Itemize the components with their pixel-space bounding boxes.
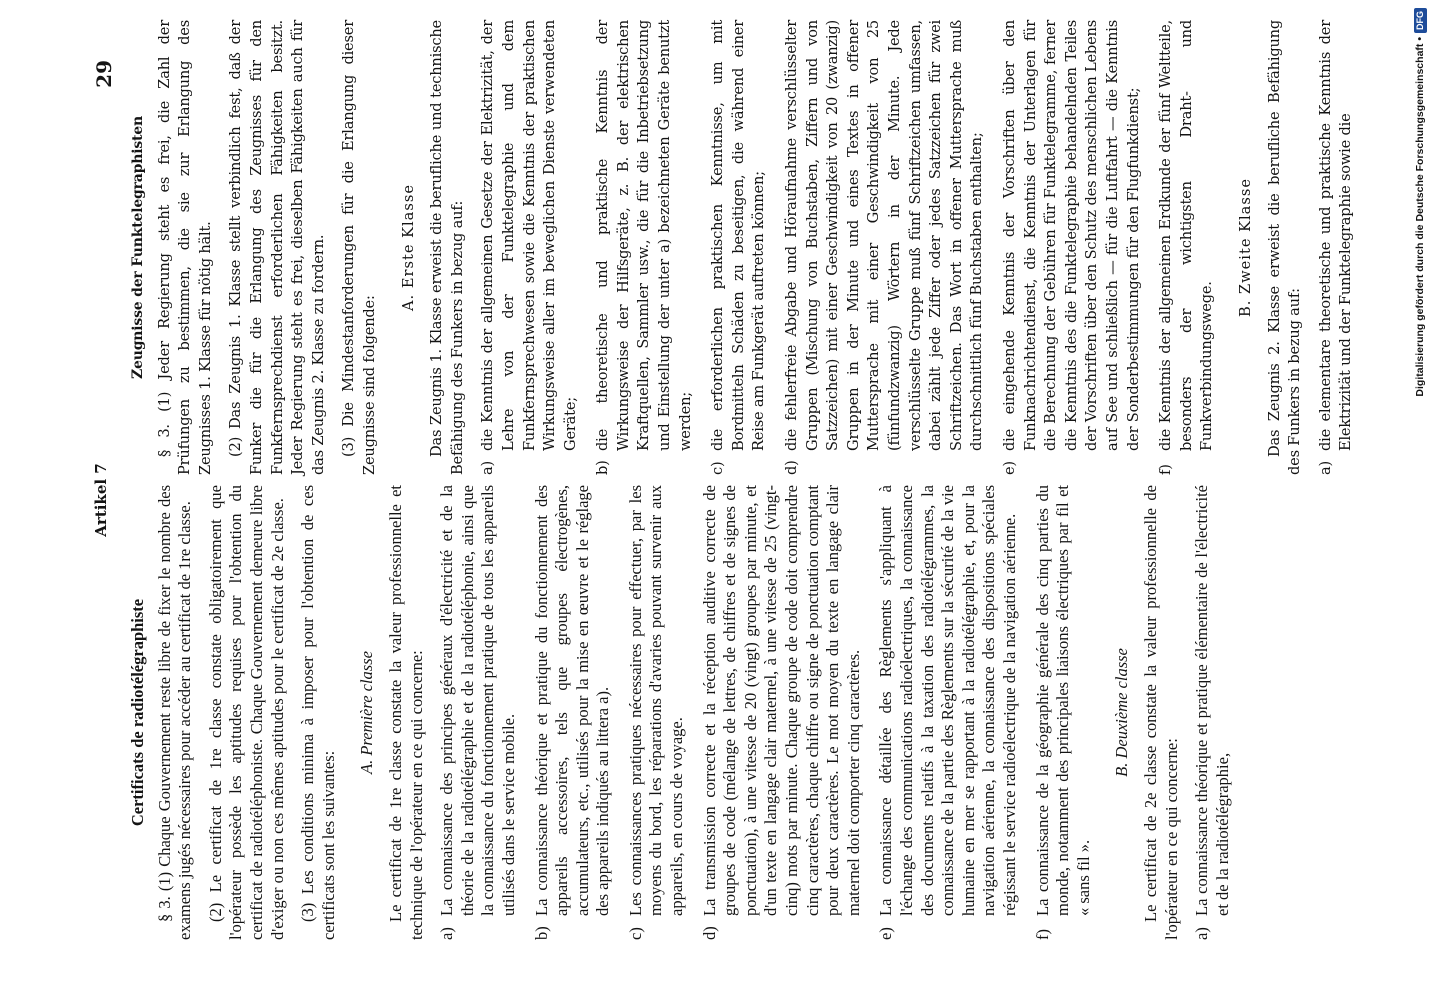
french-items-a [437, 485, 1094, 940]
german-paragraph-3: (3) Die Mindestanforderungen für die Erlangung dieser Zeugnisse sind folgende: [340, 20, 378, 475]
german-section-a-intro: Das Zeugnis 1. Klasse erweist die berufliche und technische Befähigung des Funkers in bezug auf: [428, 20, 466, 475]
french-section-a-intro: Le certificat de 1re classe constate la valeur professionnelle et technique de l'opérateur en ce qui concerne: [385, 485, 426, 940]
digitization-note: Digitalisierung gefördert durch die Deutsche Forschungsgemeinschaft • [1414, 37, 1426, 397]
german-paragraph-1: § 3. (1) Jeder Regierung steht es frei, die Zahl der Prüfungen zu bestimmen, die sie zur Erlangung des Zeugnisses 1. Klasse für nötig hält. [155, 20, 214, 475]
french-section-a-heading: A. Première classe [357, 651, 377, 774]
french-section-b-intro: Le certificat de 2e classe constate la valeur professionnelle de l'opérateur en ce qui concerne: [1140, 485, 1181, 940]
german-title: Zeugnisse der Funktelegraphisten [130, 116, 146, 379]
list-item: a) die elementare theoretische und praktische Kenntnis der Elektrizität und der Funktelegraphie sowie die [1316, 20, 1355, 475]
running-head-article: Artikel 7 [92, 463, 110, 537]
list-item: e) die eingehende Kenntnis der Vorschriften über den Funknachrichtendienst, die Kenntnis der Unterlagen für die Berechnung der Gebühren für Funktelegramme, ferner die Kenntnis des die Funktelegraphie behandelnden Teiles der Vorschriften über den Schutz des menschlichen Lebens auf See und schließlich — für die Luftfahrt — die Kenntnis der Sonderbestimmungen für den Flugfunkdienst; [1000, 20, 1142, 475]
french-title: Certificats de radiotélégraphiste [128, 598, 147, 827]
list-item: b) La connaissance théorique et pratique du fonctionnement des appareils accessoires, tels que groupes électrogènes, accumulateurs, etc., utilisés pour la mise en œuvre et le réglage des appareils indiqués au littera a). [531, 485, 613, 940]
list-item: a) La connaissance des principes généraux d'électricité et de la théorie de la radiotélégraphie et de la radiotéléphonie, ainsi que la connaissance du fonctionnement pratique de tous les appareils utilisés dans le service mobile. [437, 485, 518, 940]
list-item: a) die Kenntnis der allgemeinen Gesetze der Elektrizität, der Lehre von der Funktelegraphie und dem Funkfernsprechwesen sowie die Kenntnis der praktischen Wirkungsweise aller im beweglichen Dienste verwendeten Geräte; [479, 20, 579, 475]
french-paragraph-1: § 3. (1) Chaque Gouvernement reste libre de fixer le nombre des examens jugés nécessaires pour accéder au certificat de 1re classe. [154, 485, 195, 940]
list-item: f) La connaissance de la géographie générale des cinq parties du monde, notamment des principales liaisons électriques par fil et « sans fil ». [1032, 485, 1093, 940]
list-item: c) die erforderlichen praktischen Kenntnisse, um mit Bordmitteln Schäden zu beseitigen, die während einer Reise am Funkgerät auftreten können; [709, 20, 768, 475]
list-item: b) die theoretische und praktische Kenntnis der Wirkungsweise der Hilfsgeräte, z. B. der elektrischen Kraftquellen, Sammler usw., die für die Inbetriebsetzung und Einstellung der unter a) bezeichneten Geräte benutzt werden; [594, 20, 694, 475]
german-paragraph-2: (2) Das Zeugnis 1. Klasse stellt verbindlich fest, daß der Funker die für die Erlangung des Zeugnisses für den Funkfernsprechdienst erforderlichen Fähigkeiten besitzt. Jeder Regierung steht es frei, dieselben Fähigkeiten auch für das Zeugnis 2. Klasse zu fordern. [227, 20, 327, 475]
german-column [128, 20, 1355, 475]
page-number: 29 [92, 60, 116, 88]
german-section-a-heading: A. Erste Klasse [399, 184, 417, 311]
list-item: d) La transmission correcte et la réception auditive correcte de groupes de code (mélange de lettres, de chiffres et de signes de ponctuation), à une vitesse de 20 (vingt) groupes par minute, et d'un texte en langage clair maternel, à une vitesse de 25 (vingt-cinq) mots par minute. Chaque groupe de code doit comprendre cinq caractères, chaque chiffre ou signe de ponctuation comptant pour deux caractères. Le mot moyen du texte en langage clair maternel doit comporter cinq caractères. [699, 485, 863, 940]
list-item: c) Les connaissances pratiques nécessaires pour effectuer, par les moyens du bord, les réparations d'avaries pouvant survenir aux appareils, en cours de voyage. [625, 485, 687, 940]
digitization-sidebar [1409, 8, 1431, 568]
german-section-b-intro: Das Zeugnis 2. Klasse erweist die berufliche Befähigung des Funkers in bezug auf: [1265, 20, 1304, 475]
list-item: f) die Kenntnis der allgemeinen Erdkunde der fünf Weltteile, besonders der wichtigsten Draht- und Funkverbindungswege. [1157, 20, 1216, 475]
french-section-b-heading: B. Deuxième classe [1112, 648, 1132, 777]
dfg-logo: DFG [1414, 8, 1427, 33]
list-item: d) die fehlerfreie Abgabe und Höraufnahme verschlüsselter Gruppen (Mischung von Buchstaben, Ziffern und von Satzzeichen) mit einer Geschwindigkeit von 20 (zwanzig) Gruppen in der Minute und eines Textes in offener Muttersprache mit einer Geschwindigkeit von 25 (fünfundzwanzig) Wörtern in der Minute. Jede verschlüsselte Gruppe muß fünf Schriftzeichen umfassen, dabei zählt jede Ziffer oder jedes Satzzeichen für zwei Schriftzeichen. Das Wort in offener Muttersprache muß durchschnittlich fünf Buchstaben enthalten; [783, 20, 986, 475]
french-column [128, 485, 1273, 940]
french-paragraph-2: (2) Le certificat de 1re classe constate obligatoirement que l'opérateur possède les aptitudes requises pour l'obtention du certificat de radiotéléphoniste. Chaque Gouvernement demeure libre d'exiger ou non ces mêmes aptitudes pour le certificat de 2e classe. [205, 485, 287, 940]
french-paragraph-3: (3) Les conditions minima à imposer pour l'obtention de ces certificats sont les suivantes: [298, 485, 338, 940]
list-item: e) La connaissance détaillée des Règlements s'appliquant à l'échange des communications radioélectriques, la connaissance des documents relatifs à la taxation des radiotélégrammes, la connaissance de la partie des Règlements sur la sécurité de la vie humaine en mer se rapportant à la radiotélégraphie, et, pour la navigation aérienne, la connaissance des dispositions spéciales régissant le service radioélectrique de la navigation aérienne. [876, 485, 1019, 940]
list-item: a) La connaissance théorique et pratique élémentaire de l'électricité et de la radiotélégraphie, [1192, 485, 1232, 940]
german-items-a [478, 20, 1218, 475]
german-section-b-heading: B. Zweite Klasse [1236, 178, 1254, 317]
